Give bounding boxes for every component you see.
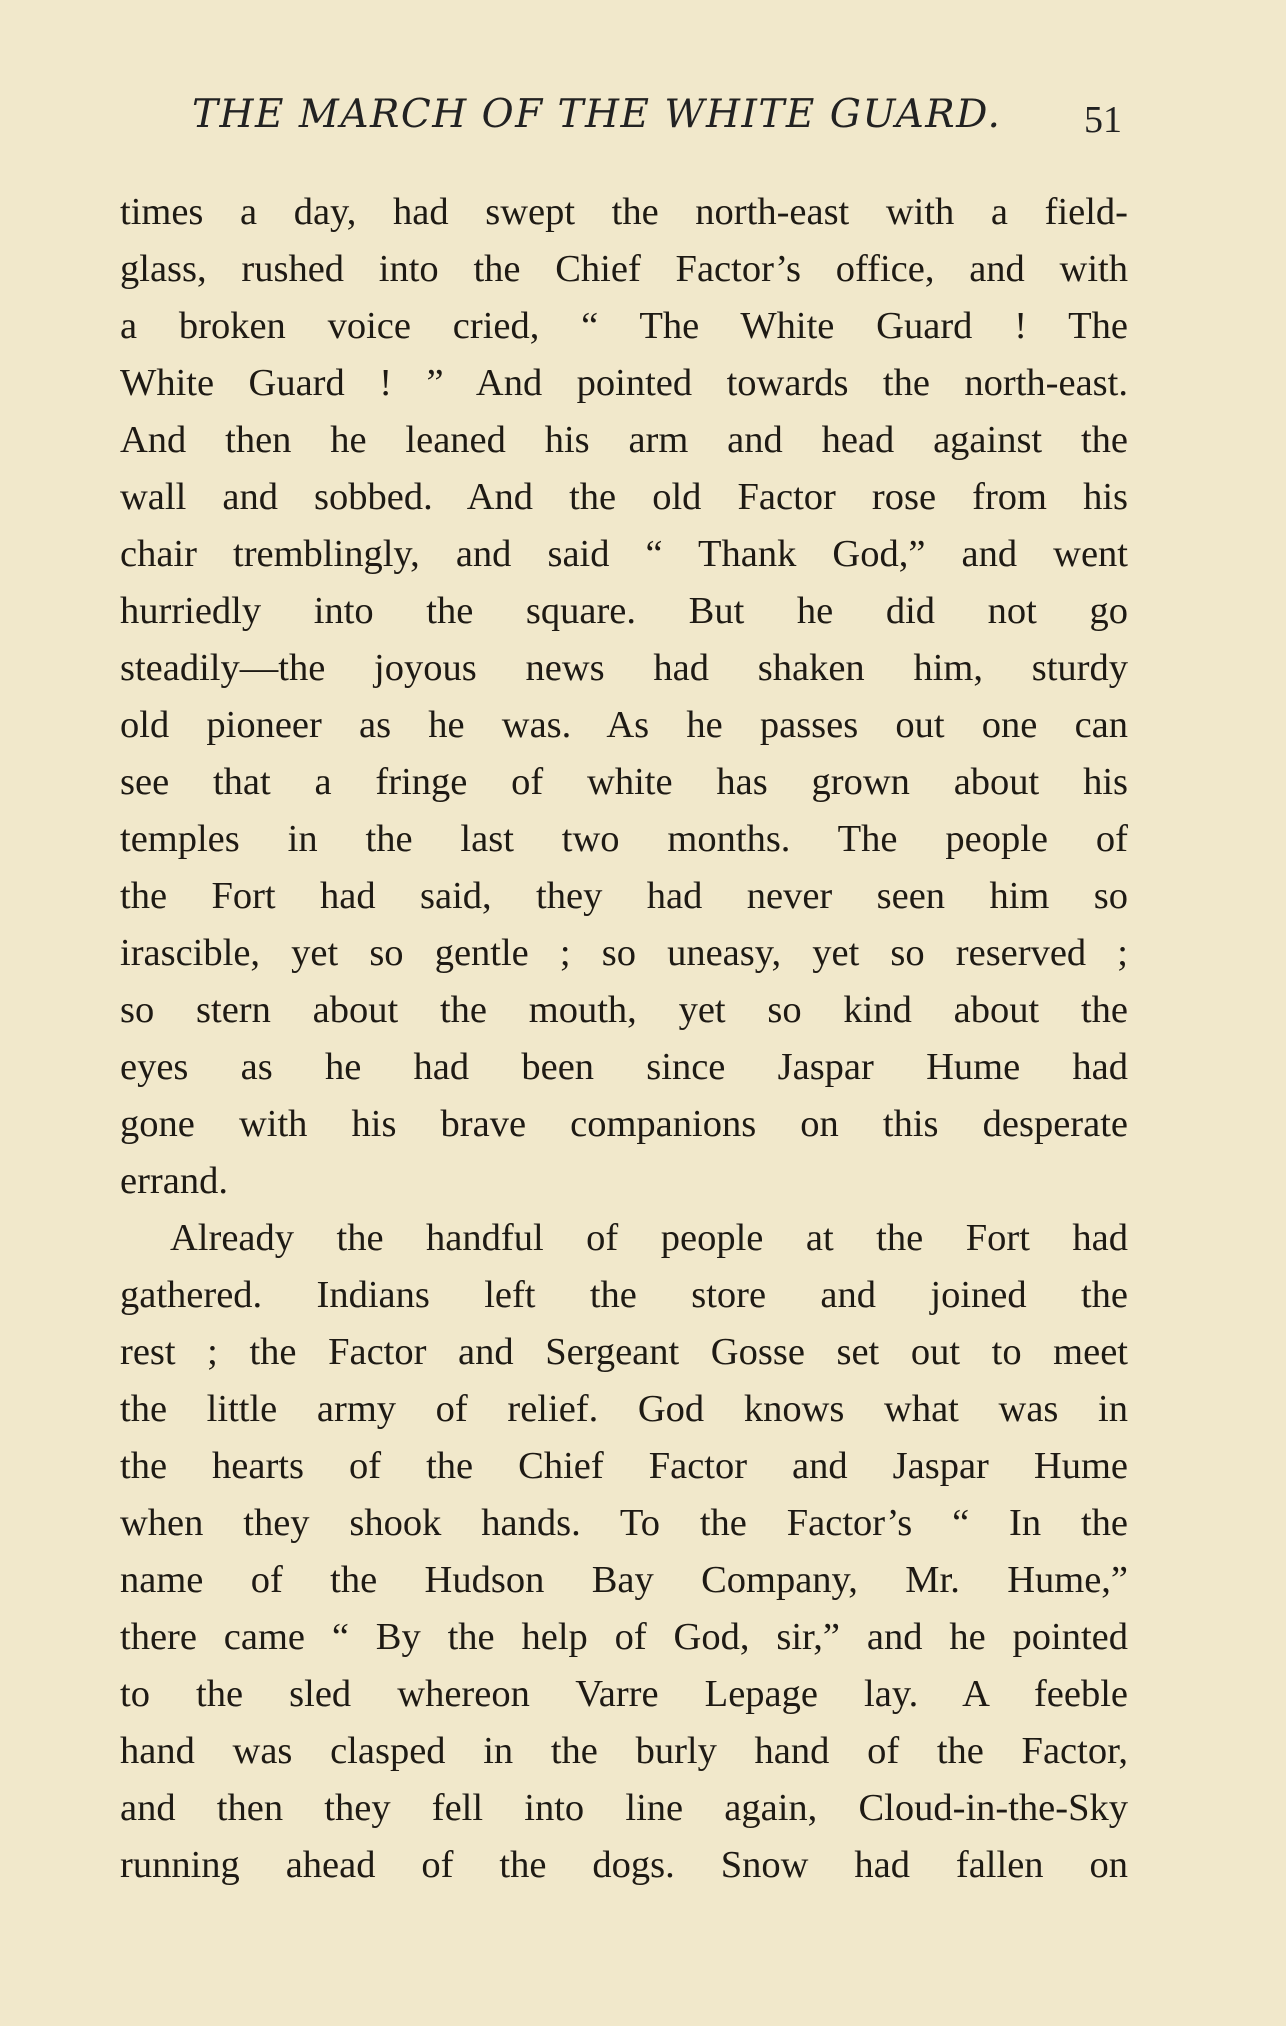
text-line: the Fort had said, they had never seen him so [120,875,1128,917]
text-line: White Guard ! ” And pointed towards the north-east. [120,362,1128,404]
text-line: see that a fringe of white has grown about his [120,761,1128,803]
text-line: name of the Hudson Bay Company, Mr. Hume,” [120,1559,1128,1601]
text-line: so stern about the mouth, yet so kind about the [120,989,1128,1031]
text-line: Already the handful of people at the Fort had [170,1217,1128,1259]
text-line: a broken voice cried, “ The White Guard ! The [120,305,1128,347]
text-line: glass, rushed into the Chief Factor’s office, and with [120,248,1128,290]
paragraph-1 [120,184,1128,1210]
text-line: running ahead of the dogs. Snow had fallen on [120,1844,1128,1886]
text-line: hand was clasped in the burly hand of the Factor, [120,1730,1128,1772]
text-line: the little army of relief. God knows what was in [120,1388,1128,1430]
text-line: eyes as he had been since Jaspar Hume had [120,1046,1128,1088]
text-line: hurriedly into the square. But he did not go [120,590,1128,632]
text-line: there came “ By the help of God, sir,” and he pointed [120,1616,1128,1658]
text-line: to the sled whereon Varre Lepage lay. A feeble [120,1673,1128,1715]
text-line: chair tremblingly, and said “ Thank God,” and went [120,533,1128,575]
text-line: steadily—the joyous news had shaken him, sturdy [120,647,1128,689]
page-number: 51 [1084,99,1122,141]
text-line: gathered. Indians left the store and joined the [120,1274,1128,1316]
text-line: temples in the last two months. The people of [120,818,1128,860]
running-title: THE MARCH OF THE WHITE GUARD. [192,92,1002,137]
text-line: and then they fell into line again, Cloud-in-the-Sky [120,1787,1128,1829]
text-line: errand. [120,1160,228,1202]
text-line: irascible, yet so gentle ; so uneasy, yet so reserved ; [120,932,1128,974]
text-line: the hearts of the Chief Factor and Jaspar Hume [120,1445,1128,1487]
running-head [122,92,1122,152]
text-line: when they shook hands. To the Factor’s “ In the [120,1502,1128,1544]
text-line: wall and sobbed. And the old Factor rose from his [120,476,1128,518]
text-line: And then he leaned his arm and head against the [120,419,1128,461]
text-line: rest ; the Factor and Sergeant Gosse set out to meet [120,1331,1128,1373]
text-line: old pioneer as he was. As he passes out one can [120,704,1128,746]
paragraph-2 [120,1210,1128,1894]
text-line: gone with his brave companions on this desperate [120,1103,1128,1145]
body-text [120,184,1128,1894]
text-line: times a day, had swept the north-east with a field- [120,191,1128,233]
